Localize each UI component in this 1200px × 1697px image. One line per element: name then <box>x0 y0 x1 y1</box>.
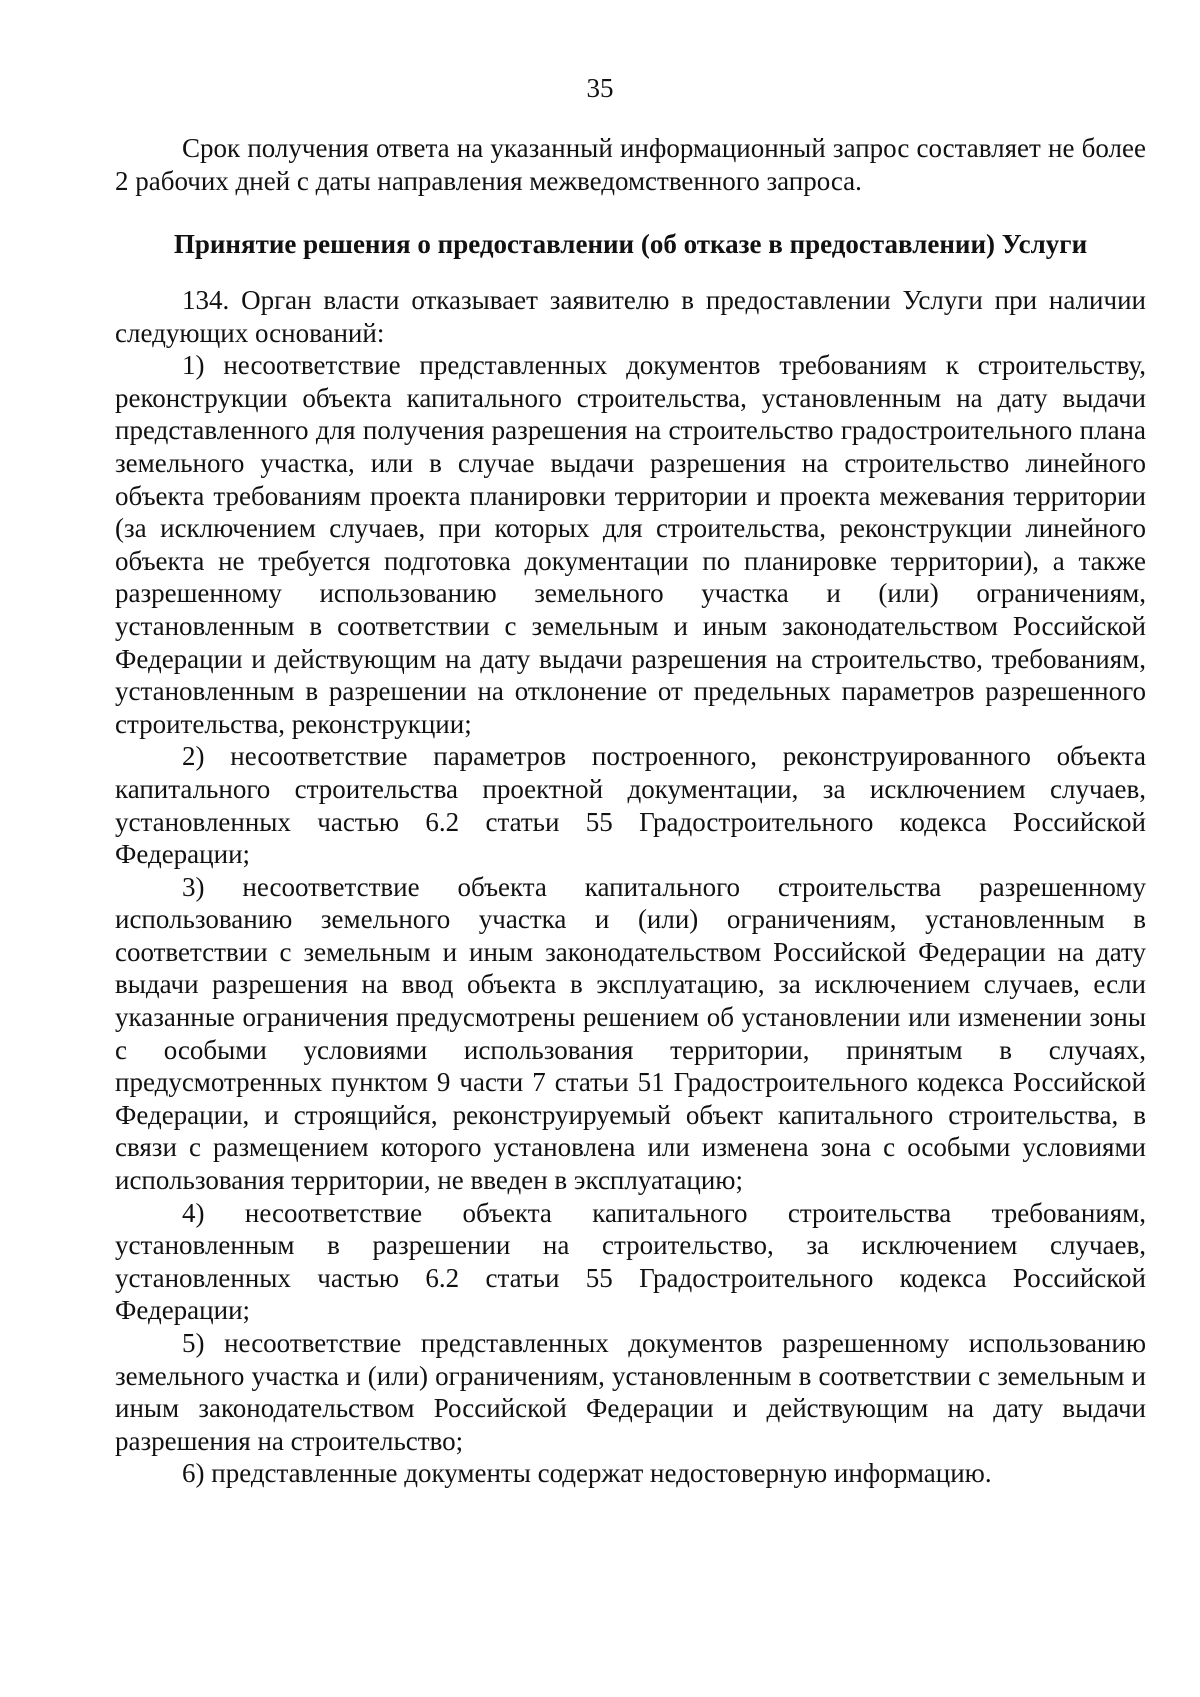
paragraph-134: 134. Орган власти отказывает заявителю в предоставлении Услуги при наличии следующих оснований: <box>115 285 1146 348</box>
ground-item-5: 5) несоответствие представленных документов разрешенному использованию земельного участка и (или) ограничениям, установленным в соответствии с земельным и иным законодательством Российской Федерации и действующим на дату выдачи разрешения на строительство; <box>115 1328 1146 1456</box>
ground-item-1: 1) несоответствие представленных документов требованиям к строительству, реконструкции объекта капитального строительства, установленным на дату выдачи представленного для получения разрешения на строительство градостроительного плана земельного участка, или в случае выдачи разрешения на строительство линейного объекта требованиям проекта планировки территории и проекта межевания территории (за исключением случаев, при которых для строительства, реконструкции линейного объекта не требуется подготовка документации по планировке территории), а также разрешенному использованию земельного участка и (или) ограничениям, установленным в соответствии с земельным и иным законодательством Российской Федерации и действующим на дату выдачи разрешения на строительство, требованиям, установленным в разрешении на отклонение от предельных параметров разрешенного строительства, реконструкции; <box>115 350 1146 739</box>
grounds-list <box>115 284 1146 1490</box>
ground-item-3: 3) несоответствие объекта капитального строительства разрешенному использованию земельного участка и (или) ограничениям, установленным в соответствии с земельным и иным законодательством Российской Федерации на дату выдачи разрешения на ввод объекта в эксплуатацию, за исключением случаев, если указанные ограничения предусмотрены решением об установлении или изменении зоны с особыми условиями использования территории, принятым в случаях, предусмотренных пунктом 9 части 7 статьи 51 Градостроительного кодекса Российской Федерации, и строящийся, реконструируемый объект капитального строительства, в связи с размещением которого установлена или изменена зона с особыми условиями использования территории, не введен в эксплуатацию; <box>115 871 1146 1196</box>
page-number: 35 <box>586 73 614 103</box>
section-heading: Принятие решения о предоставлении (об отказе в предоставлении) Услуги <box>173 229 1088 259</box>
ground-item-6: 6) представленные документы содержат недостоверную информацию. <box>182 1458 992 1489</box>
ground-item-4: 4) несоответствие объекта капитального строительства требованиям, установленным в разрешении на строительство, за исключением случаев, установленных частью 6.2 статьи 55 Градостроительного кодекса Российской Федерации; <box>115 1197 1146 1326</box>
ground-item-2: 2) несоответствие параметров построенного, реконструированного объекта капитального строительства проектной документации, за исключением случаев, установленных частью 6.2 статьи 55 Градостроительного кодекса Российской Федерации; <box>115 741 1146 870</box>
intro-block <box>115 132 1146 197</box>
intro-paragraph: Срок получения ответа на указанный информационный запрос составляет не более 2 рабочих дней с даты направления межведомственного запроса. <box>115 133 1146 196</box>
